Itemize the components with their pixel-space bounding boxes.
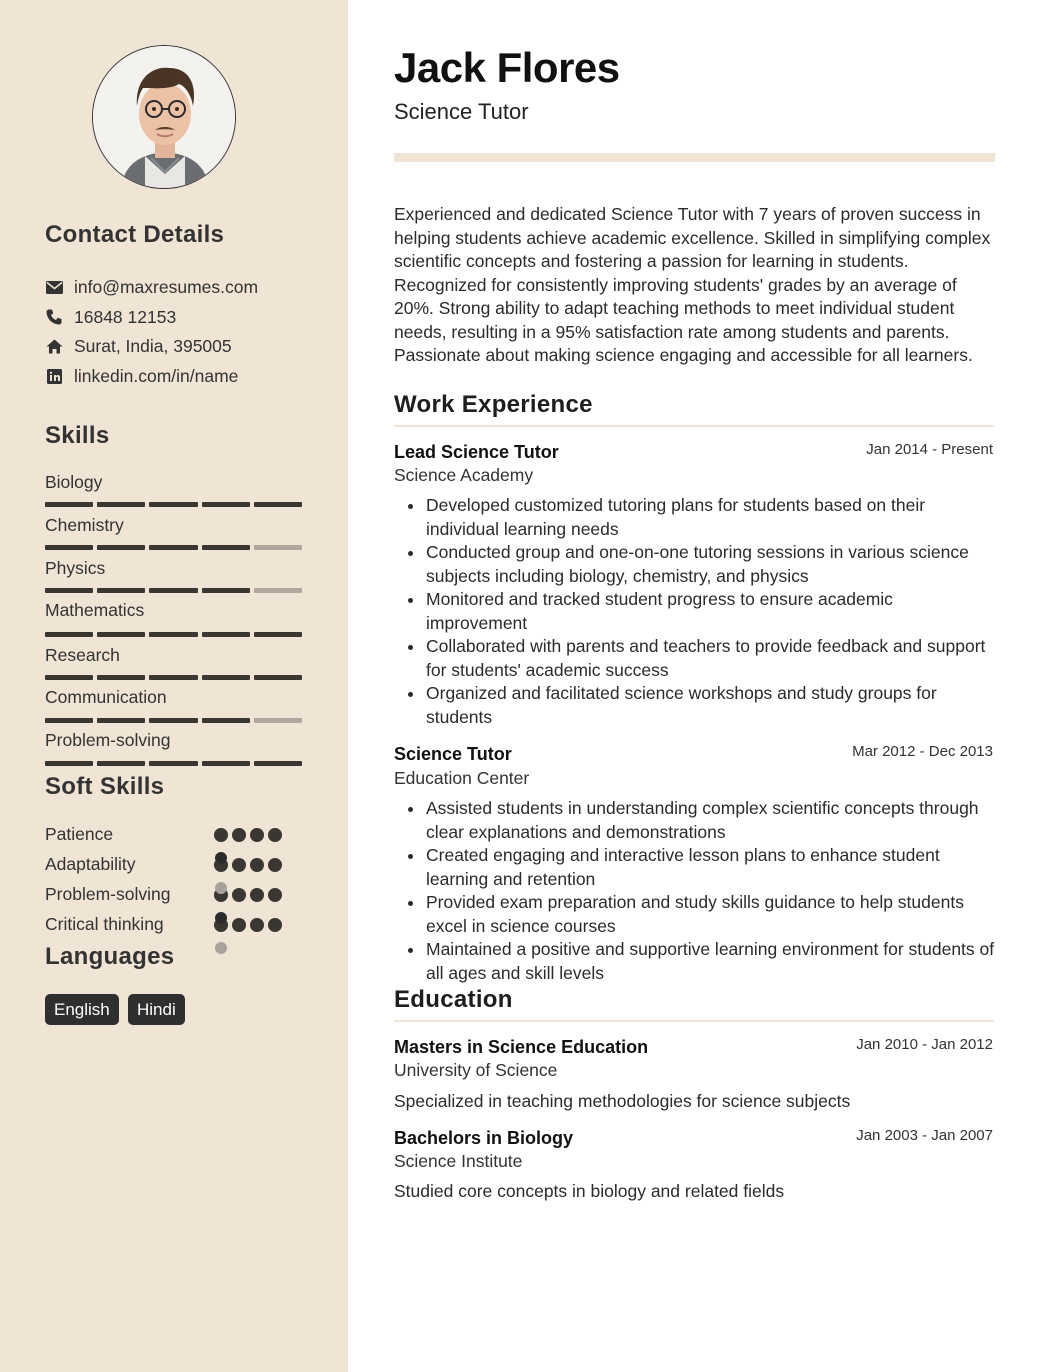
job-title: Science Tutor xyxy=(394,744,512,764)
rating-segment xyxy=(45,502,93,507)
skill-label: Mathematics xyxy=(45,600,145,620)
soft-skill-label: Patience xyxy=(45,824,114,844)
rating-segment xyxy=(202,675,250,680)
rating-dot xyxy=(215,912,227,924)
rating-dot xyxy=(232,828,246,842)
rating-segment xyxy=(254,502,302,507)
job-title: Lead Science Tutor xyxy=(394,442,559,462)
rating-segment xyxy=(45,675,93,680)
rating-segment xyxy=(202,632,250,637)
list-item: Provided exam preparation and study skills guidance to help students excel in science courses xyxy=(406,891,996,938)
list-item: Monitored and tracked student progress to ensure academic improvement xyxy=(406,588,996,635)
skill-rating-bar xyxy=(45,761,302,766)
rating-dot xyxy=(268,828,282,842)
avatar-portrait-icon xyxy=(93,46,236,189)
home-icon xyxy=(45,337,63,355)
education-heading: Education xyxy=(394,986,513,1013)
degree-dates: Jan 2003 - Jan 2007 xyxy=(856,1127,993,1144)
soft-skills-heading: Soft Skills xyxy=(45,773,165,800)
job-dates: Mar 2012 - Dec 2013 xyxy=(852,743,993,760)
list-item: Collaborated with parents and teachers to provide feedback and support for students' academic success xyxy=(406,635,996,682)
rating-segment xyxy=(202,761,250,766)
main-content xyxy=(348,0,1040,1372)
contact-email xyxy=(45,275,335,299)
rating-segment xyxy=(45,718,93,723)
rating-segment xyxy=(149,502,197,507)
languages-heading: Languages xyxy=(45,943,175,970)
skill-rating-bar xyxy=(45,675,302,680)
list-item: Organized and facilitated science workshops and study groups for students xyxy=(406,682,996,729)
section-divider xyxy=(394,425,994,427)
soft-skill-label: Problem-solving xyxy=(45,884,171,904)
rating-dot xyxy=(232,888,246,902)
rating-segment xyxy=(97,632,145,637)
contact-address xyxy=(45,334,335,358)
linkedin-text[interactable]: linkedin.com/in/name xyxy=(74,365,239,386)
job-dates: Jan 2014 - Present xyxy=(866,441,993,458)
address-text: Surat, India, 395005 xyxy=(74,335,232,356)
section-divider xyxy=(394,1020,994,1022)
rating-segment xyxy=(254,761,302,766)
rating-dot xyxy=(268,918,282,932)
person-name: Jack Flores xyxy=(394,44,620,91)
education-description: Specialized in teaching methodologies for science subjects xyxy=(394,1091,851,1111)
rating-dot xyxy=(250,858,264,872)
rating-segment xyxy=(149,632,197,637)
skills-heading: Skills xyxy=(45,422,110,449)
rating-segment xyxy=(45,761,93,766)
soft-skill-rating xyxy=(214,828,282,842)
skill-rating-bar xyxy=(45,718,302,723)
list-item: Maintained a positive and supportive learning environment for students of all ages and skill levels xyxy=(406,938,996,985)
rating-segment xyxy=(149,675,197,680)
rating-segment xyxy=(254,675,302,680)
degree-dates: Jan 2010 - Jan 2012 xyxy=(856,1036,993,1053)
skill-rating-bar xyxy=(45,632,302,637)
rating-segment xyxy=(202,502,250,507)
degree-title: Masters in Science Education xyxy=(394,1037,649,1057)
skill-label: Biology xyxy=(45,472,103,492)
rating-segment xyxy=(45,588,93,593)
rating-dot xyxy=(215,852,227,864)
list-item: Assisted students in understanding complex scientific concepts through clear explanations and demonstrations xyxy=(406,797,996,844)
email-text[interactable]: info@maxresumes.com xyxy=(74,276,259,297)
language-tag: English xyxy=(45,994,119,1025)
skill-label: Communication xyxy=(45,687,167,707)
skill-rating-bar xyxy=(45,545,302,550)
rating-segment xyxy=(254,545,302,550)
job-bullets xyxy=(406,797,996,985)
rating-dot xyxy=(268,888,282,902)
person-role: Science Tutor xyxy=(394,99,529,124)
rating-dot xyxy=(250,828,264,842)
rating-segment xyxy=(254,632,302,637)
degree-title: Bachelors in Biology xyxy=(394,1128,574,1148)
rating-segment xyxy=(97,502,145,507)
envelope-icon xyxy=(45,278,63,296)
rating-dot xyxy=(250,888,264,902)
skill-label: Research xyxy=(45,645,120,665)
skill-label: Physics xyxy=(45,558,106,578)
rating-segment xyxy=(149,545,197,550)
profile-photo xyxy=(92,45,236,189)
rating-segment xyxy=(97,761,145,766)
rating-segment xyxy=(97,718,145,723)
rating-segment xyxy=(149,718,197,723)
rating-segment xyxy=(149,588,197,593)
rating-segment xyxy=(202,718,250,723)
rating-dot xyxy=(232,858,246,872)
rating-segment xyxy=(254,718,302,723)
phone-text[interactable]: 16848 12153 xyxy=(74,306,177,327)
contact-linkedin xyxy=(45,364,335,388)
sidebar xyxy=(0,0,348,1372)
rating-segment xyxy=(254,588,302,593)
job-bullets xyxy=(406,494,996,729)
list-item: Created engaging and interactive lesson plans to enhance student learning and retention xyxy=(406,844,996,891)
work-heading: Work Experience xyxy=(394,391,593,418)
rating-dot xyxy=(215,942,227,954)
rating-segment xyxy=(202,588,250,593)
soft-skill-label: Adaptability xyxy=(45,854,136,874)
rating-dot xyxy=(214,828,228,842)
rating-segment xyxy=(149,761,197,766)
soft-skill-label: Critical thinking xyxy=(45,914,164,934)
rating-segment xyxy=(45,632,93,637)
rating-segment xyxy=(45,545,93,550)
skill-rating-bar xyxy=(45,502,302,507)
header-divider xyxy=(394,153,995,162)
language-tag: Hindi xyxy=(128,994,185,1025)
rating-segment xyxy=(97,588,145,593)
list-item: Conducted group and one-on-one tutoring sessions in various science subjects including biology, chemistry, and physics xyxy=(406,541,996,588)
skill-label: Chemistry xyxy=(45,515,124,535)
rating-dot xyxy=(250,918,264,932)
rating-dot xyxy=(268,858,282,872)
skill-rating-bar xyxy=(45,588,302,593)
job-organization: Science Academy xyxy=(394,465,534,485)
contact-phone xyxy=(45,305,335,329)
rating-segment xyxy=(202,545,250,550)
school-name: University of Science xyxy=(394,1060,558,1080)
list-item: Developed customized tutoring plans for students based on their individual learning needs xyxy=(406,494,996,541)
skill-label: Problem-solving xyxy=(45,730,171,750)
summary-text: Experienced and dedicated Science Tutor with 7 years of proven success in helping students achieve academic excellence. Skilled in simplifying complex scientific concepts and fostering a passion for learning in students. Recognized for consistently improving students' grades by an average of 20%. Strong ability to adapt teaching methods to meet individual student needs, resulting in a 95% satisfaction rate among students and parents. Passionate about making science engaging and accessible for all learners. xyxy=(394,204,991,365)
rating-segment xyxy=(97,545,145,550)
school-name: Science Institute xyxy=(394,1151,523,1171)
linkedin-icon xyxy=(45,367,63,385)
education-description: Studied core concepts in biology and related fields xyxy=(394,1181,785,1201)
rating-segment xyxy=(97,675,145,680)
contact-heading: Contact Details xyxy=(45,221,225,248)
rating-dot xyxy=(215,882,227,894)
job-organization: Education Center xyxy=(394,768,530,788)
rating-dot xyxy=(232,918,246,932)
phone-icon xyxy=(45,308,63,326)
